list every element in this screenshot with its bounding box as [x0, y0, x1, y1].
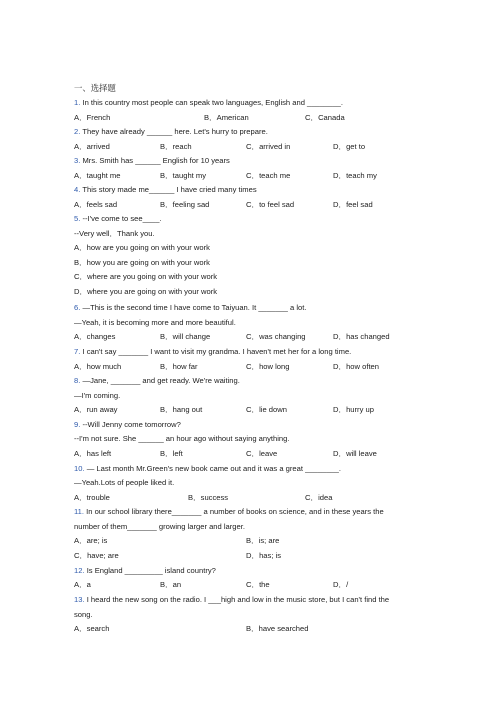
dialogue-line: —Yeah, it is becoming more and more beautiful.: [74, 318, 236, 327]
question-number: 9.: [74, 420, 81, 429]
options-9: [74, 448, 474, 460]
question-5: [74, 213, 474, 225]
question-10: [74, 463, 474, 475]
option-d: D．has; is: [246, 551, 282, 560]
question-stem: I can't say _______ I want to visit my grandma. I haven't met her for a long time.: [82, 347, 352, 356]
question-number: 7.: [74, 347, 81, 356]
options-3: [74, 170, 474, 182]
option-b: B．an: [160, 580, 182, 589]
dialogue-line: --Very well．Thank you.: [74, 229, 155, 238]
question-number: 13.: [74, 595, 85, 604]
question-2: [74, 126, 474, 138]
option-b: B．will change: [160, 332, 211, 341]
question-stem: They have already ______ here. Let's hurry to prepare.: [82, 127, 268, 136]
question-number: 6.: [74, 303, 81, 312]
option-a: A．trouble: [74, 493, 110, 502]
question-number: 4.: [74, 185, 81, 194]
option-a: A．how much: [74, 362, 122, 371]
options-12: [74, 579, 474, 591]
option-d: D．where you are going on with your work: [74, 287, 218, 296]
dialogue-line: —Yeah.Lots of people liked it.: [74, 478, 175, 487]
option-c: C．was changing: [246, 332, 306, 341]
option-d: D．has changed: [333, 332, 390, 341]
option-a: A．taught me: [74, 171, 121, 180]
option-b: B．taught my: [160, 171, 207, 180]
option-c: C．the: [246, 580, 270, 589]
option-c: C．teach me: [246, 171, 291, 180]
question-stem: --Will Jenny come tomorrow?: [82, 420, 181, 429]
option-a: A．a: [74, 580, 91, 589]
option-c: C．idea: [305, 493, 333, 502]
option-a: A．are; is: [74, 536, 108, 545]
question-number: 2.: [74, 127, 81, 136]
option-d: D．will leave: [333, 449, 377, 458]
option-b: B．have searched: [246, 624, 309, 633]
option-b: B．how far: [160, 362, 198, 371]
options-4: [74, 199, 474, 211]
option-c: C．leave: [246, 449, 278, 458]
question-4: [74, 184, 474, 196]
question-8: [74, 375, 474, 387]
option-c: C．lie down: [246, 405, 287, 414]
options-11-row-2: [74, 550, 474, 562]
question-stem: --I've come to see____.: [82, 214, 162, 223]
options-11-row-1: [74, 535, 474, 547]
option-c: C．where are you going on with your work: [74, 272, 218, 281]
question-number: 3.: [74, 156, 81, 165]
option-d: D．how often: [333, 362, 380, 371]
question-number: 10.: [74, 464, 85, 473]
question-stem: In our school library there_______ a number of books on science, and in these years the: [86, 507, 384, 516]
question-number: 11.: [74, 507, 84, 516]
question-stem: I heard the new song on the radio. I ___high and low in the music store, but I can't find the: [86, 595, 390, 604]
question-stem: —This is the second time I have come to Taiyuan. It _______ a lot.: [82, 303, 307, 312]
option-b: B．feeling sad: [160, 200, 210, 209]
question-stem: In this country most people can speak two languages, English and ________.: [82, 98, 343, 107]
option-b: B．how you are going on with your work: [74, 258, 210, 267]
question-7: [74, 346, 474, 358]
option-a: A．arrived: [74, 142, 110, 151]
question-number: 1.: [74, 98, 81, 107]
question-stem: Is England _________ island country?: [86, 566, 216, 575]
question-number: 5.: [74, 214, 81, 223]
question-stem-continued: number of them_______ growing larger and larger.: [74, 522, 245, 531]
option-d: D．get to: [333, 142, 366, 151]
question-9: [74, 419, 474, 431]
option-b: B．left: [160, 449, 183, 458]
question-stem: —Jane, _______ and get ready. We're waiting.: [82, 376, 240, 385]
option-a: A．how are you going on with your work: [74, 243, 210, 252]
options-7: [74, 361, 474, 373]
question-3: [74, 155, 474, 167]
section-title: 一、选择题: [74, 83, 116, 93]
option-a: A．feels sad: [74, 200, 118, 209]
option-b: B．success: [188, 493, 229, 502]
option-d: D．hurry up: [333, 405, 374, 414]
question-stem-continued: song.: [74, 610, 93, 619]
options-1: [74, 112, 474, 124]
option-c: C．arrived in: [246, 142, 291, 151]
option-d: D．teach my: [333, 171, 377, 180]
options-13-row-1: [74, 623, 474, 635]
question-12: [74, 565, 474, 577]
option-b: B．reach: [160, 142, 192, 151]
option-c: C．to feel sad: [246, 200, 295, 209]
options-10: [74, 492, 474, 504]
option-a: A．French: [74, 113, 111, 122]
dialogue-line: —I'm coming.: [74, 391, 121, 400]
question-11: [74, 506, 474, 518]
option-c: C．Canada: [305, 113, 345, 122]
option-d: D．/: [333, 580, 349, 589]
question-stem: Mrs. Smith has ______ English for 10 years: [82, 156, 230, 165]
option-c: C．have; are: [74, 551, 119, 560]
question-stem: — Last month Mr.Green's new book came out and it was a great ________.: [86, 464, 341, 473]
options-2: [74, 141, 474, 153]
options-8: [74, 404, 474, 416]
option-d: D．feel sad: [333, 200, 373, 209]
option-b: B．American: [204, 113, 249, 122]
options-6: [74, 331, 474, 343]
option-c: C．how long: [246, 362, 290, 371]
option-a: A．run away: [74, 405, 118, 414]
option-b: B．is; are: [246, 536, 280, 545]
option-a: A．changes: [74, 332, 116, 341]
question-6: [74, 302, 474, 314]
dialogue-line: --I'm not sure. She ______ an hour ago without saying anything.: [74, 434, 290, 443]
option-a: A．has left: [74, 449, 112, 458]
option-a: A．search: [74, 624, 110, 633]
question-stem: This story made me______ I have cried many times: [82, 185, 257, 194]
question-number: 8.: [74, 376, 81, 385]
option-b: B．hang out: [160, 405, 203, 414]
question-13: [74, 594, 474, 606]
question-number: 12.: [74, 566, 85, 575]
question-1: [74, 97, 474, 109]
